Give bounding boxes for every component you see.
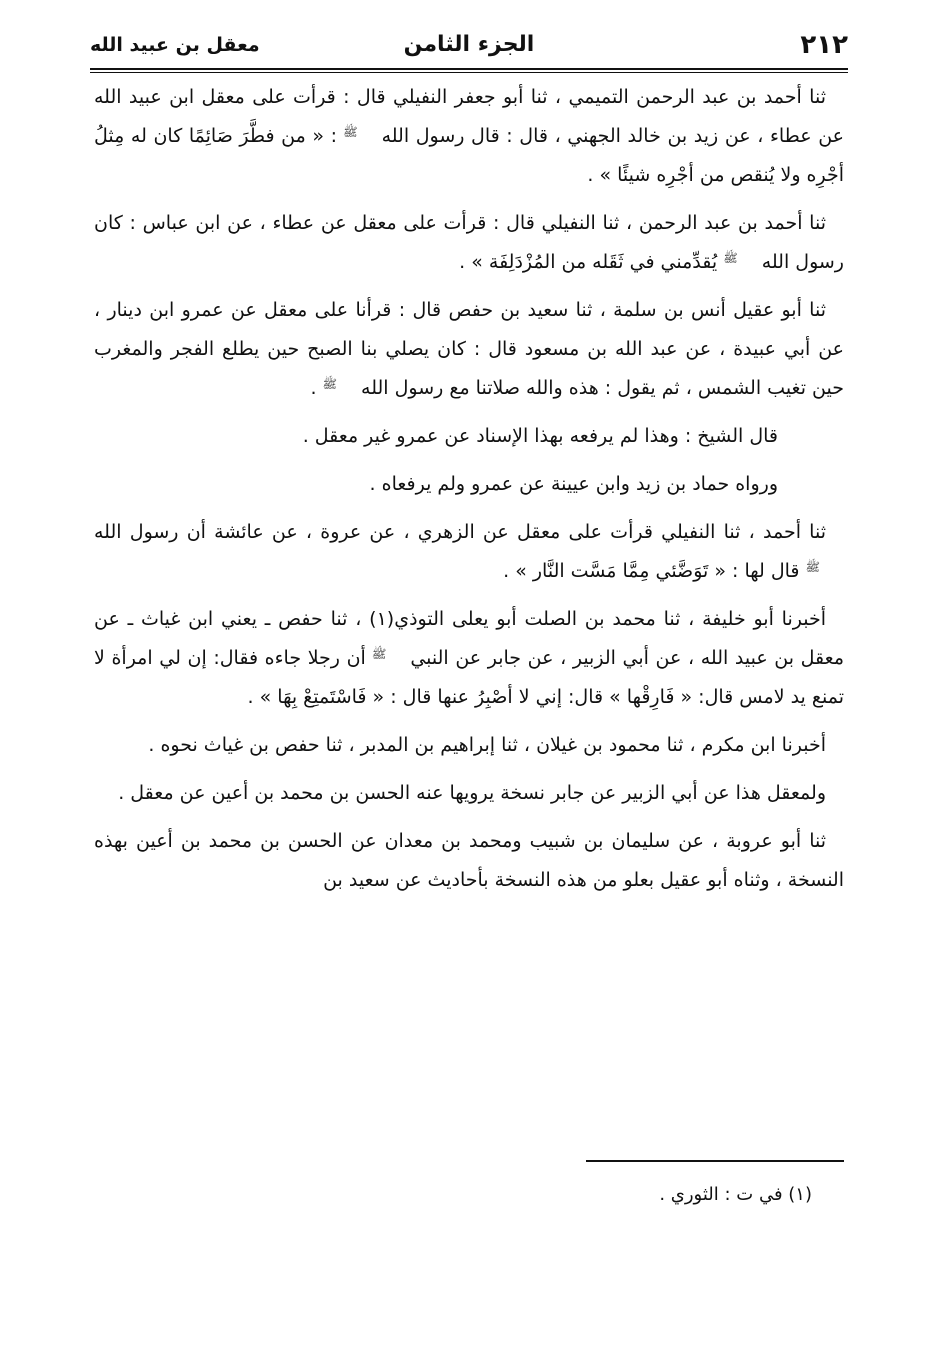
paragraph-text: ولمعقل هذا عن أبي الزبير عن جابر نسخة يرويها عنه الحسن بن محمد بن أعين عن معقل . bbox=[118, 782, 826, 804]
paragraph-text: ثنا أحمد بن عبد الرحمن ، ثنا النفيلي قال : قرأت على معقل عن عطاء ، عن ابن عباس : كان رسول الله bbox=[94, 212, 844, 273]
paragraph bbox=[94, 600, 844, 717]
paragraph-text: ورواه حماد بن زيد وابن عيينة عن عمرو ولم يرفعاه . bbox=[369, 473, 778, 495]
paragraph-text: قال الشيخ : وهذا لم يرفعه بهذا الإسناد عن عمرو غير معقل . bbox=[302, 425, 778, 447]
paragraph-text: أخبرنا ابن مكرم ، ثنا محمود بن غيلان ، ثنا إبراهيم بن المدبر ، ثنا حفص بن غياث نحوه . bbox=[148, 734, 826, 756]
footnote: (١) في ت : الثوري . bbox=[659, 1184, 812, 1205]
blessing-glyph: ﷺ bbox=[322, 377, 338, 391]
paragraph bbox=[94, 726, 844, 765]
paragraph-text-cont: قال لها : « تَوَضَّئي مِمَّا مَسَّت النَّار » . bbox=[503, 560, 800, 582]
paragraph-text-cont: أن رجلا جاءه فقال: إن لي امرأة لا تمنع يد لامس قال: « فَارِقْها » قال: إني لا أصْبِرُ عنها قال : « فَاسْتَمتِعْ بِهَا » . bbox=[94, 647, 844, 708]
blessing-glyph: ﷺ bbox=[805, 560, 820, 574]
paragraph bbox=[94, 465, 844, 504]
paragraph-text: ثنا أحمد ، ثنا النفيلي قرأت على معقل عن الزهري ، عن عروة ، عن عائشة أن رسول الله bbox=[94, 521, 826, 543]
volume-title: الجزء الثامن bbox=[403, 32, 535, 57]
paragraph-text: ثنا أبو عقيل أنس بن سلمة ، ثنا سعيد بن حفص قال : قرأنا على معقل عن عمرو ابن دينار ، عن أبي عبيدة ، عن عبد الله بن مسعود قال : كان يصلي بنا الصبح حين يطلع الفجر والمغرب حين تغيب الشمس ، ثم يقول : هذه والله صلاتنا مع رسول الله bbox=[94, 299, 844, 399]
blessing-glyph: ﷺ bbox=[343, 125, 358, 139]
paragraph-text-cont: . bbox=[310, 377, 317, 399]
page-body bbox=[94, 78, 844, 909]
paragraph bbox=[94, 417, 844, 456]
page-number: ٢١٢ bbox=[800, 30, 848, 60]
blessing-glyph: ﷺ bbox=[723, 251, 738, 265]
blessing-glyph: ﷺ bbox=[371, 647, 387, 661]
paragraph bbox=[94, 78, 844, 195]
paragraph-text: ثنا أبو عروبة ، عن سليمان بن شبيب ومحمد بن معدان عن الحسن بن محمد بن أعين بهذه النسخة ، وثناه أبو عقيل بعلو من هذه النسخة بأحاديث عن سعيد بن bbox=[94, 830, 844, 891]
paragraph bbox=[94, 774, 844, 813]
paragraph bbox=[94, 291, 844, 408]
paragraph bbox=[94, 513, 844, 591]
paragraph bbox=[94, 822, 844, 900]
paragraph-text: ثنا أحمد بن عبد الرحمن التميمي ، ثنا أبو جعفر النفيلي قال : قرأت على معقل ابن عبيد الله عن عطاء ، عن زيد بن خالد الجهني ، قال : قال رسول الله bbox=[94, 86, 844, 147]
paragraph-text-cont: : « من فطَّرَ صَائِمًا كان له مِثلُ أجْرِه ولا يُنقص من أجْرِه شيئًا » . bbox=[94, 125, 844, 186]
header-rule bbox=[90, 68, 848, 73]
paragraph bbox=[94, 204, 844, 282]
paragraph-text-cont: يُقدِّمني في ثَقَله من المُزْدَلِفَة » . bbox=[459, 251, 718, 273]
section-title: معقل بن عبيد الله bbox=[90, 34, 260, 56]
footnote-rule bbox=[586, 1160, 844, 1162]
page-header bbox=[90, 30, 848, 64]
paragraph-text: أخبرنا أبو خليفة ، ثنا محمد بن الصلت أبو يعلى التوذي(١) ، ثنا حفص ـ يعني ابن غياث ـ عن معقل بن عبيد الله ، عن أبي الزبير ، عن جابر عن النبي bbox=[94, 608, 844, 669]
